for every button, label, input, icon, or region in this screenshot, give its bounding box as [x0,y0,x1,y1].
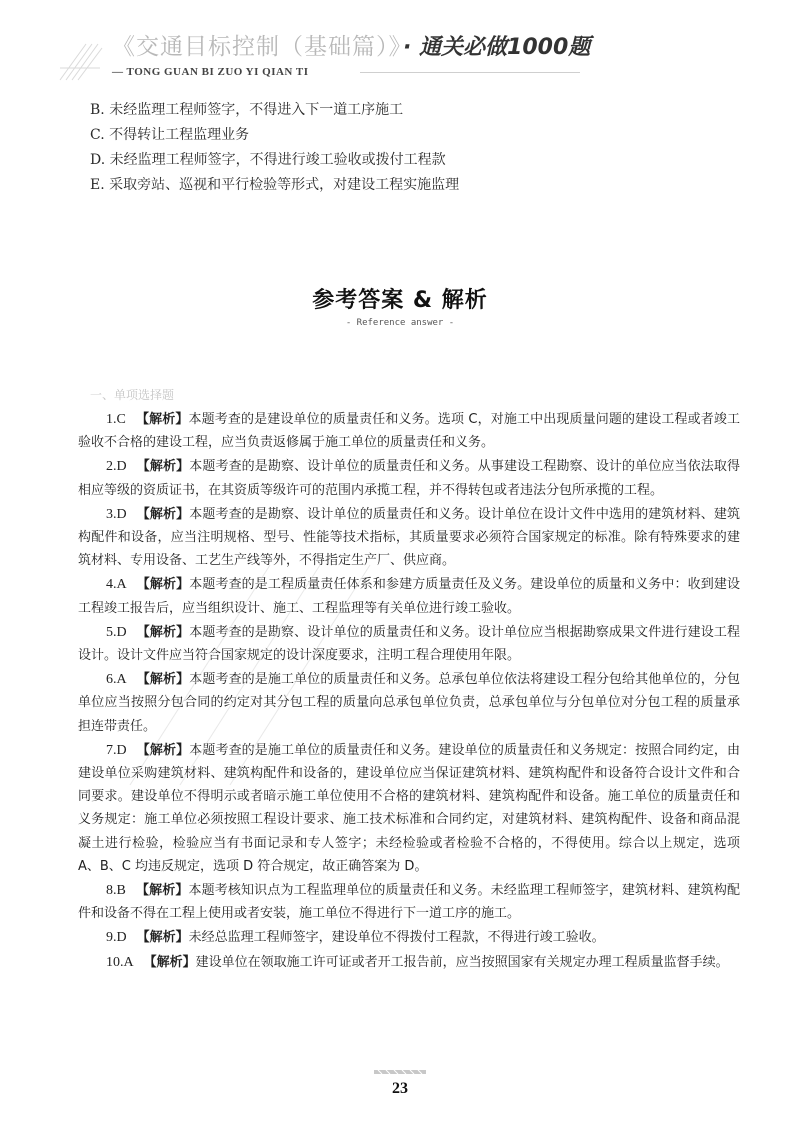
answer-number: 1.C [106,412,126,427]
answer-number: 5.D [106,624,127,640]
answer-number: 6.A [106,672,127,688]
answer-text: 本题考查的是勘察、设计单位的质量责任和义务。设计单位在设计文件中选用的建筑材料、建筑构配件和设备，应当注明规格、型号、性能等技术指标，其质量要求必须符合国家规定的标准。除有特殊要求的建筑材料、专用设备、工艺生产线等外，不得指定生产厂、供应商。 [78,506,740,569]
answer-tag: 【解析】 [136,742,190,758]
answer-tag: 【解析】 [135,883,189,899]
footer-ornament-icon [374,1068,426,1076]
answer-text: 未经总监理工程师签字，建设单位不得拨付工程款，不得进行竣工验收。 [188,930,605,946]
part-label: 一、单项选择题 [90,388,175,402]
answer-item [78,455,740,501]
book-title: 《交通目标控制（基础篇）》 [112,34,413,60]
answer-item [78,951,740,974]
header-ornament-icon [56,40,104,84]
answer-tag: 【解析】 [136,459,190,475]
answer-number: 4.A [106,577,127,593]
answer-item [78,668,740,738]
answer-text: 本题考查的是勘察、设计单位的质量责任和义务。设计单位应当根据勘察成果文件进行建设工程设计。设计文件应当符合国家规定的设计深度要求，注明工程合理使用年限。 [78,624,740,664]
answer-number: 10.A [106,954,134,970]
answer-text: 本题考查的是施工单位的质量责任和义务。建设单位的质量责任和义务规定：按照合同约定，由建设单位采购建筑材料、建筑构配件和设备的，建设单位应当保证建筑材料、建筑构配件和设备符合设计文件和合同要求。建设单位不得明示或者暗示施工单位使用不合格的建筑材料、建筑构配件和设备。施工单位的质量责任和义务规定：施工单位必须按照工程设计要求、施工技术标准和合同约定，对建筑材料、建筑构配件、设备和商品混凝土进行检验，检验应当有书面记录和专人签字；未经检验或者检验不合格的，不得使用。综合以上规定，选项 A、B、C 均违反规定，选项 D 符合规定，故正确答案为 D。 [78,742,740,874]
answer-tag: 【解析】 [136,930,189,946]
section-subtitle: - Reference answer - [345,318,455,328]
answer-text: 本题考查的是工程质量责任体系和参建方质量责任及义务。建设单位的质量和义务中：收到建设工程竣工报告后，应当组织设计、施工、工程监理等有关单位进行竣工验收。 [78,577,740,616]
answer-number: 3.D [106,506,127,522]
answer-text: 本题考查的是施工单位的质量责任和义务。总承包单位依法将建设工程分包给其他单位的，分包单位应当按照分包合同的约定对其分包工程的质量向总承包单位负责，总承包单位与分包单位对分包工程的质量承担连带责任。 [78,672,740,734]
answer-item [78,879,740,925]
answer-list [78,408,740,975]
answer-tag: 【解析】 [136,506,190,522]
answer-number: 2.D [106,459,127,475]
option-e: E. 采取旁站、巡视和平行检验等形式，对建设工程实施监理 [90,177,460,193]
option-c: C. 不得转让工程监理业务 [90,127,250,143]
book-subtitle-pinyin: — TONG GUAN BI ZUO YI QIAN TI [112,66,309,78]
answer-item [78,926,740,949]
answer-text: 本题考查的是勘察、设计单位的质量责任和义务。从事建设工程勘察、设计的单位应当依法取得相应等级的资质证书，在其资质等级许可的范围内承揽工程，并不得转包或者违法分包所承揽的工程。 [78,459,740,498]
answer-text: 本题考核知识点为工程监理单位的质量责任和义务。未经监理工程师签字，建筑材料、建筑构配件和设备不得在工程上使用或者安装，施工单位不得进行下一道工序的施工。 [78,883,740,922]
answer-text: 本题考查的是建设单位的质量责任和义务。选项 C，对施工中出现质量问题的建设工程或者竣工验收不合格的建设工程，应当负责返修属于施工单位的质量责任和义务。 [78,412,740,451]
answer-tag: 【解析】 [136,577,190,593]
answer-number: 9.D [106,930,127,946]
question-options [90,98,710,198]
answer-tag: 【解析】 [135,412,189,427]
answer-item [78,573,740,619]
answer-tag: 【解析】 [136,624,190,640]
option-b: B. 未经监理工程师签字，不得进入下一道工序施工 [90,102,404,118]
header-rule [360,72,580,73]
page-number: 23 [392,1080,408,1097]
answer-item [78,621,740,667]
answer-item [78,739,740,878]
option-d: D. 未经监理工程师签字，不得进行竣工验收或拨付工程款 [90,152,446,168]
answer-item [78,408,740,454]
book-subtitle: · 通关必做1000题 [403,35,591,60]
section-title: 参考答案 & 解析 [312,288,488,313]
answer-tag: 【解析】 [136,672,190,688]
answer-number: 8.B [106,883,126,899]
answer-item [78,503,740,573]
answer-text: 建设单位在领取施工许可证或者开工报告前，应当按照国家有关规定办理工程质量监督手续。 [195,954,729,970]
answer-number: 7.D [106,742,127,758]
answer-tag: 【解析】 [143,954,196,970]
